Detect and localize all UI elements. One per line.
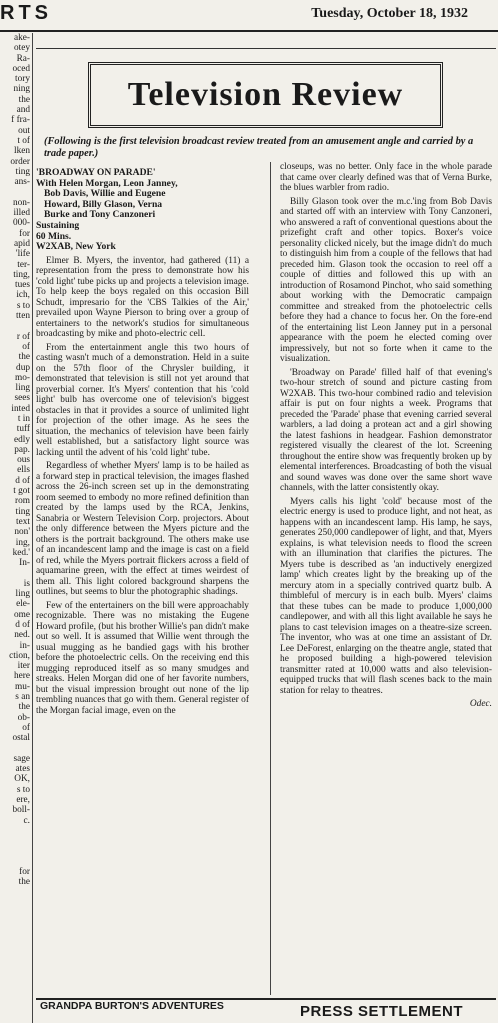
column-fragment: ans- [14, 177, 30, 188]
column-fragment: rom [15, 496, 30, 507]
column-fragment: ction, [9, 650, 30, 661]
column-fragment: In- [19, 558, 30, 569]
signature: Odec. [469, 699, 492, 709]
column-fragment: in- [19, 640, 30, 651]
column-fragment: edly [13, 434, 30, 445]
column-fragment: out [18, 125, 30, 136]
column-fragment: r of [16, 331, 30, 342]
title-rule [36, 48, 496, 49]
column-fragment: ous [17, 455, 30, 466]
paragraph: Few of the entertainers on the bill were approachably recognizable. There was no mistaking the Eugene Howard profile, (but his brother Willie's pan didn't make out so well. It is assumed that Willie went through the usual mugging as he bandied gags with his brother before the photoelectric cells. On the receiving end this mugging reproduced itself as so many smudges and streaks. Helen Morgan did one of her favorite numbers, but the visual impression brought out none of the lip trembling nuances that go with them. General register of the Morgan facial image, even on the [36, 600, 249, 716]
column-1 [36, 168, 249, 719]
cast-line: Burke and Tony Canzoneri [44, 209, 156, 221]
column-fragment: is [23, 578, 30, 589]
column-fragment: ob- [17, 712, 30, 723]
column-fragment: for [19, 228, 30, 239]
column-2 [280, 162, 492, 710]
column-fragment: ates [15, 764, 30, 775]
paragraph: Elmer B. Myers, the inventor, had gathered (11) a representation from the press to demonstrate how his 'cold light' tube picks up and projects a television image. To help keep the boys regaled on this occasion Bill Schudt, impresario for the 'CBS Talkies of the Air,' prevailed upon Wayne Pierson to bring over a group of entertainers to the network's studios for simultaneous broadcasting by mike and photo-electric cell. [36, 255, 249, 340]
column-fragment: ich, [16, 290, 30, 301]
column-fragment: tory [15, 74, 30, 85]
column-fragment: mu- [15, 681, 30, 692]
duration: 60 Mins. [36, 230, 72, 242]
paragraph: Billy Glason took over the m.c.'ing from Bob Davis and started off with an interview with Tony Canzoneri, who answered a raft of conventional questions about the prizefight craft and other topics. Boxer's voice personality clicked nicely, but the image didn't do much to distinguish him from a couple of the fellows that had preceded him. Glason took the occasion to reel off a couple of ditties and followed this up with an introduction of Rosamond Pinchot, who said something about working with the Democratic campaign committee and streaked from the photoelectric cells before they had a chance to focus her. On the fore-end of the entertaining list Leon Janney put in a personal appearance with the poem he elected coming over impressively, but not so forte when it came to the visualization. [280, 196, 492, 364]
column-fragment: ling [15, 383, 30, 394]
column-fragment: ere, [16, 794, 30, 805]
column-fragment: f fra- [11, 115, 30, 126]
column-fragment: iter [17, 661, 30, 672]
column-fragment: OK, [14, 774, 30, 785]
column-fragment: and [16, 105, 30, 116]
column-fragment: of [22, 341, 30, 352]
column-fragment: d of [15, 475, 30, 486]
column-fragment [0, 187, 32, 197]
column-fragment: lken [13, 146, 30, 157]
paragraph: Regardless of whether Myers' lamp is to be hailed as a forward step in practical television, the images flashed across the 26-inch screen set up in the demonstrating room seemed to embody no more refined definition than created by the lamps used by the RCA, Jenkins, Sanabria or Western Television Corp. projectors. About the only difference between the Myers picture and the others is the portrait background. The others make use of an incandescent lamp and the image is cast on a field of red, while the Myers portrait flickers across a field of aquamarine green, with the effect at times weirdest of them all. This light colored background sharpens the outlines, but seems to blur the photographic shadings. [36, 461, 249, 598]
column-fragment: ake- [14, 33, 30, 43]
column-fragment: apid [13, 238, 30, 249]
column-divider [270, 162, 271, 995]
column-fragment: tten [16, 311, 30, 322]
intro-note: (Following is the first television broadcast review treated from an amusement angle and carried by a trade paper.) [44, 136, 474, 159]
column-fragment: ome [13, 609, 30, 620]
column-fragment: sees [14, 393, 30, 404]
column-fragment: inted [11, 403, 30, 414]
column-fragment: s to [16, 784, 30, 795]
column-fragment: t got [13, 486, 30, 497]
adjacent-column-fragments [0, 33, 33, 1023]
column-fragment: s an [15, 692, 30, 702]
column-fragment: d of [15, 619, 30, 630]
column-fragment: t of [17, 135, 30, 146]
column-fragment: Ra- [16, 53, 30, 64]
paragraph: 'Broadway on Parade' filled half of that evening's two-hour stretch of sound and picture casting from W2XAB. This two-hour combined radio and television affair is put on four nights a week. Programs that preceded the 'Parade' phase that evening carried several warblers, a lad doing a protean act and a girl showing the latest fashions in headgear. Fashion demonstrator registered visually the clearest of the lot. Screening throughout the entire show was frequently broken up by elemental interferences. Broadcasting of both the visual and sound waves was done over the same short wave channels, with the latter consistently okay. [280, 367, 492, 493]
column-fragment: ing, [15, 537, 30, 548]
paragraph: Myers calls his light 'cold' because most of the electric energy is used to produce light, and not heat, as happens with an incandescent lamp. His lamp, he says, generates 250,000 candlepower of light, and that, Myers explains, is what television needs to flood the screen with an illumination that clarifies the pictures. The Myers tube is described as 'an inductively energized lamp' which creates light by the breaking up of the mercury atom in a specially contrived quartz bulb. A thimbleful of mercury is in each bulb. Myers' claims that these tubes can be made to produce 1,000,000 candlepower, and with all this light available he says he plans to cast television images on a theatre-size screen. The inventor, who was at one time an assistant of Dr. Lee DeForest, enlarging on the theatre angle, stated that he proposed building a high-powered television transmitter rated at 10,000 watts and also television-equipped trucks that will flash scenes back to the main station for relay to theatres. [280, 496, 492, 696]
paragraph: closeups, was no better. Only face in the whole parade that came over clearly defined was that of Verna Burke, the blues warbler from radio. [280, 162, 492, 193]
column-fragment: oced [12, 63, 30, 74]
column-fragment: non- [12, 197, 30, 208]
issue-date: Tuesday, October 18, 1932 [311, 6, 468, 21]
column-fragment: pap. [14, 444, 30, 455]
column-fragment: ostal [12, 733, 30, 744]
station: W2XAB, New York [36, 241, 116, 253]
column-fragment: tues [15, 280, 30, 291]
column-fragment: ting [15, 166, 30, 177]
column-fragment: c. [23, 815, 30, 826]
column-fragment: for [19, 867, 30, 878]
column-fragment: dup [16, 362, 30, 373]
column-fragment: non' [14, 527, 30, 538]
column-fragment: 'life [15, 249, 30, 260]
column-fragment: of [22, 722, 30, 733]
show-name: 'BROADWAY ON PARADE' [36, 167, 156, 178]
section-name: RTS [0, 2, 52, 24]
column-fragment: ning [13, 84, 30, 95]
next-headline-left: GRANDPA BURTON'S ADVENTURES [40, 1000, 224, 1012]
column-fragment: ling [15, 589, 30, 600]
cast-line: Howard, Billy Glason, Verna [44, 198, 163, 210]
column-fragment: text [16, 516, 30, 527]
cast-line: With Helen Morgan, Leon Janney, [36, 177, 178, 189]
column-fragment [0, 743, 32, 753]
column-fragment: ele- [16, 599, 30, 610]
column-fragment: s to [16, 300, 30, 311]
column-fragment: the [18, 877, 30, 888]
column-fragment: sage [13, 753, 30, 764]
column-fragment: here [14, 671, 30, 682]
column-fragment: tuff [16, 424, 30, 435]
masthead [0, 0, 498, 32]
paragraph: From the entertainment angle this two hours of casting wasn't much of a demonstration. Held in a suite on the 57th floor of the Chrysler building, it demonstrated that television is still not yet around that proverbial corner. It's Myers' contention that his 'cold light' bulb has overcome one of television's biggest obstacles in that it provides a source of unlimited light for projection of the other image. As he sees the situation, the mechanics of television have been fairly well established, but a satisfactory light source was lacking until the advent of his 'cold light' tube. [36, 342, 249, 458]
column-fragment [0, 836, 32, 846]
column-fragment: ned. [14, 630, 30, 641]
cast-line: Bob Davis, Willie and Eugene [44, 188, 166, 200]
column-fragment [0, 568, 32, 578]
column-fragment: the [18, 94, 30, 105]
article-title: Television Review [127, 76, 404, 113]
column-fragment: t in [17, 413, 30, 424]
column-fragment: illed [13, 208, 30, 219]
sponsor: Sustaining [36, 219, 80, 231]
column-fragment: the [18, 352, 30, 363]
column-fragment: mo- [15, 372, 30, 383]
column-fragment: ting [15, 506, 30, 517]
title-box [88, 62, 443, 128]
column-fragment: otey [13, 43, 30, 54]
program-credit [36, 168, 249, 253]
column-fragment: ked.' [12, 547, 30, 558]
column-fragment [0, 321, 32, 331]
column-fragment: ting, [13, 269, 30, 280]
column-fragment: order [10, 156, 30, 167]
column-fragment [0, 846, 32, 856]
column-fragment: ells [17, 465, 30, 476]
next-headline-right: PRESS SETTLEMENT [300, 1003, 464, 1020]
column-fragment: boll- [12, 805, 30, 816]
column-fragment [0, 857, 32, 867]
column-fragment [0, 826, 32, 836]
column-fragment: 000- [12, 218, 30, 229]
column-fragment: ter- [17, 259, 30, 270]
column-fragment: the [18, 702, 30, 713]
